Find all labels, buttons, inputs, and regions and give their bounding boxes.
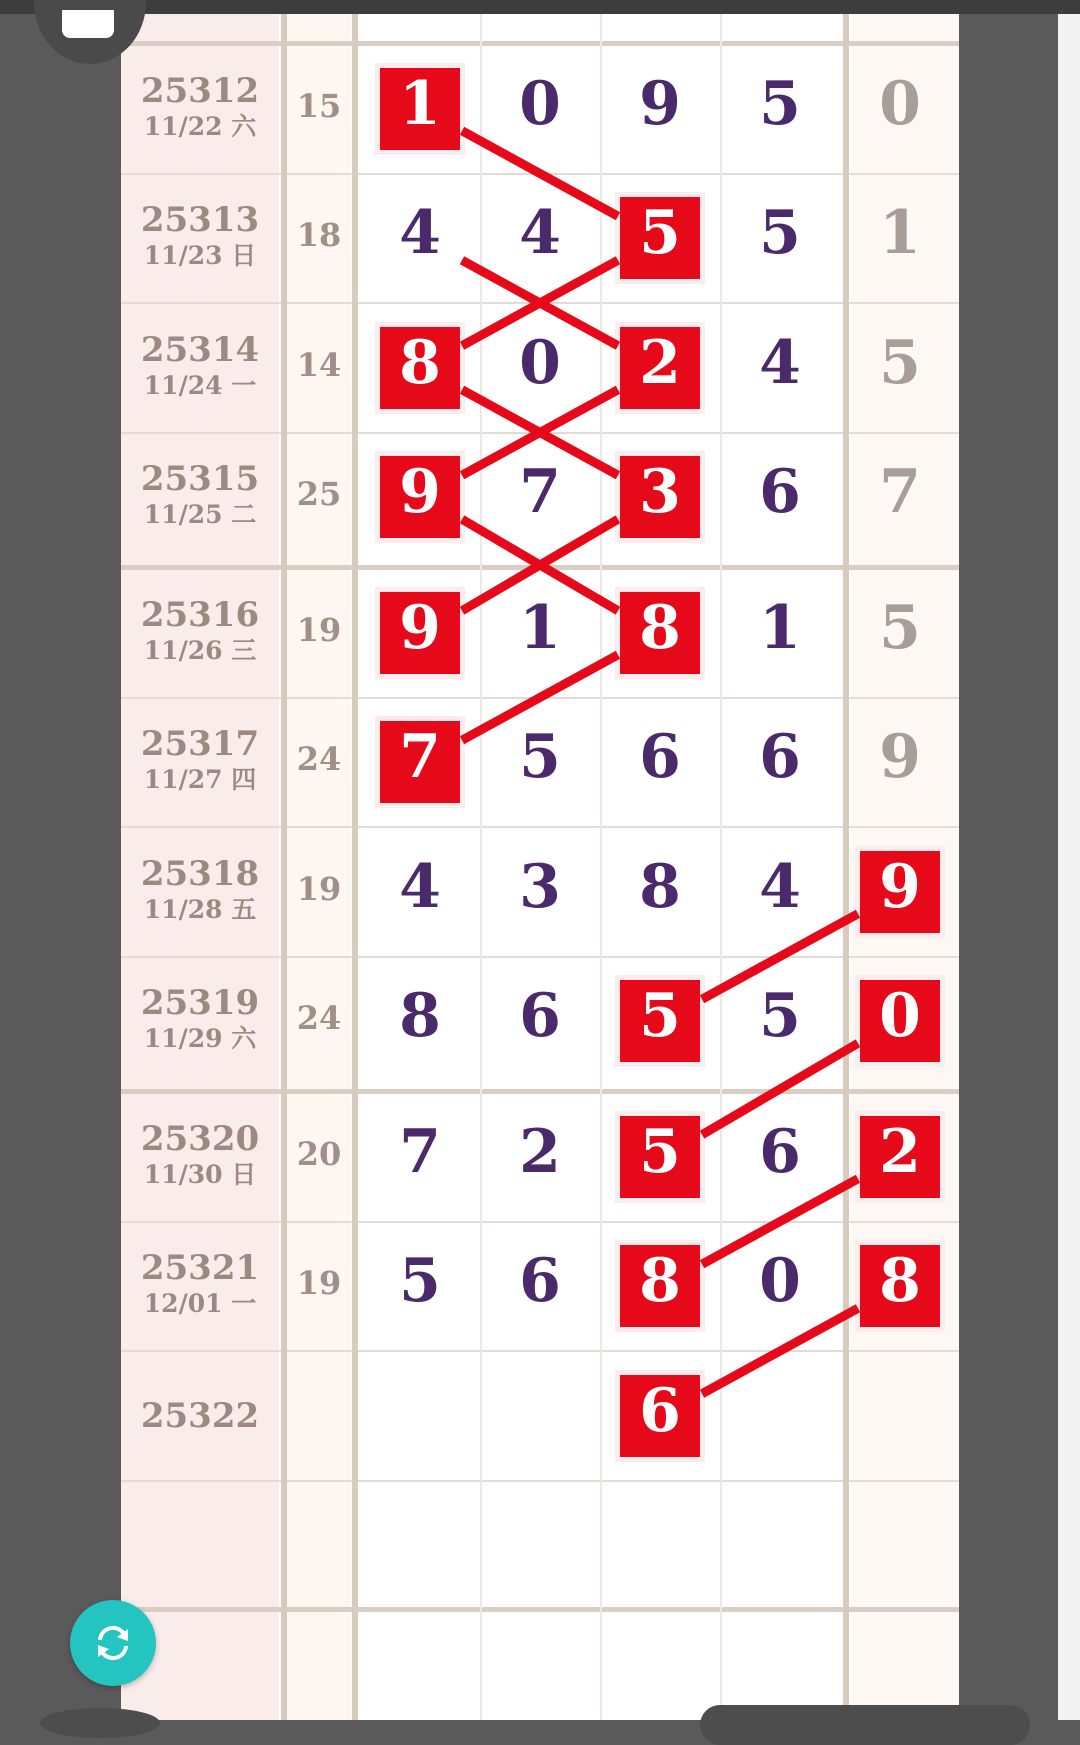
sum-value: 24 [296,999,342,1038]
sum-value: 24 [296,740,342,779]
issue-date: 11/26 三 [143,635,257,665]
sum-value: 19 [296,1264,342,1303]
draw-digit: 5 [759,981,801,1052]
draw-digit: 6 [759,722,801,793]
tail-digit: 9 [879,851,921,922]
draw-digit: 6 [759,457,801,528]
issue-number: 25315 [140,459,260,500]
plus-icon [62,10,114,38]
draw-digit: 6 [759,1116,801,1187]
trend-link [702,1179,858,1265]
issue-number: 25319 [140,983,260,1024]
tail-digit: 9 [879,722,921,793]
draw-digit: 9 [399,592,441,663]
issue-date: 11/25 二 [143,500,257,530]
trend-link [702,1308,858,1394]
draw-digit: 3 [519,851,561,922]
sum-value: 19 [296,610,342,649]
refresh-icon [92,1622,134,1664]
draw-digit: 4 [759,327,801,398]
issue-number: 25320 [140,1118,260,1159]
tail-digit: 5 [879,592,921,663]
draw-digit: 8 [399,981,441,1052]
issue-date: 11/28 五 [143,894,257,924]
issue-date: 11/22 六 [143,111,257,141]
draw-digit: 4 [519,198,561,269]
issue-date: 11/29 六 [143,1024,257,1054]
trend-link [702,1043,858,1135]
draw-digit: 4 [759,851,801,922]
draw-digit: 2 [639,327,681,398]
tail-digit: 2 [879,1116,921,1187]
tail-digit: 0 [879,981,921,1052]
sum-value: 15 [296,86,342,125]
issue-number: 25316 [140,594,260,635]
sum-value: 20 [296,1134,342,1173]
draw-digit: 6 [519,1246,561,1317]
issue-number: 25312 [140,70,260,111]
trend-link [702,914,858,1000]
draw-digit: 7 [399,722,441,793]
tail-digit: 7 [879,457,921,528]
draw-digit: 4 [399,851,441,922]
tail-digit: 8 [879,1246,921,1317]
draw-digit: 3 [639,457,681,528]
issue-date: 11/23 日 [143,241,257,271]
draw-digit: 6 [519,981,561,1052]
draw-digit: 1 [759,592,801,663]
sum-value: 25 [296,475,342,514]
draw-digit: 7 [519,457,561,528]
draw-digit: 5 [399,1246,441,1317]
draw-digit: 5 [639,1116,681,1187]
draw-digit: 5 [639,981,681,1052]
draw-digit: 6 [639,722,681,793]
draw-digit: 8 [399,327,441,398]
draw-digit: 4 [399,198,441,269]
sum-value: 19 [296,869,342,908]
draw-digit: 6 [639,1375,681,1446]
issue-number: 25322 [140,1395,260,1436]
draw-digit: 5 [759,198,801,269]
draw-digit: 8 [639,851,681,922]
tail-digit: 5 [879,327,921,398]
draw-digit: 1 [399,68,441,139]
issue-number: 25314 [140,329,260,370]
draw-digit: 9 [639,68,681,139]
issue-number: 25318 [140,853,260,894]
draw-digit: 5 [519,722,561,793]
sum-value: 14 [296,345,342,384]
trend-link [462,131,618,217]
issue-number: 25313 [140,200,260,241]
draw-digit: 2 [519,1116,561,1187]
draw-digit: 1 [519,592,561,663]
issue-date: 12/01 一 [143,1289,257,1319]
tail-digit: 0 [879,68,921,139]
trend-link [462,655,618,741]
issue-date: 11/27 四 [143,765,257,795]
draw-digit: 5 [759,68,801,139]
issue-date: 11/24 一 [143,370,257,400]
issue-number: 25321 [140,1248,260,1289]
issue-number: 25317 [140,724,260,765]
issue-date: 11/30 日 [143,1159,257,1189]
draw-digit: 7 [399,1116,441,1187]
sum-value: 18 [296,216,342,255]
draw-digit: 0 [759,1246,801,1317]
draw-digit: 9 [399,457,441,528]
draw-digit: 5 [639,198,681,269]
refresh-button[interactable] [70,1600,156,1686]
bottom-nav-left[interactable] [40,1708,160,1738]
bottom-nav-pill[interactable] [700,1705,1030,1745]
draw-digit: 8 [639,592,681,663]
tail-digit: 1 [879,198,921,269]
draw-digit: 0 [519,327,561,398]
draw-digit: 0 [519,68,561,139]
draw-digit: 8 [639,1246,681,1317]
